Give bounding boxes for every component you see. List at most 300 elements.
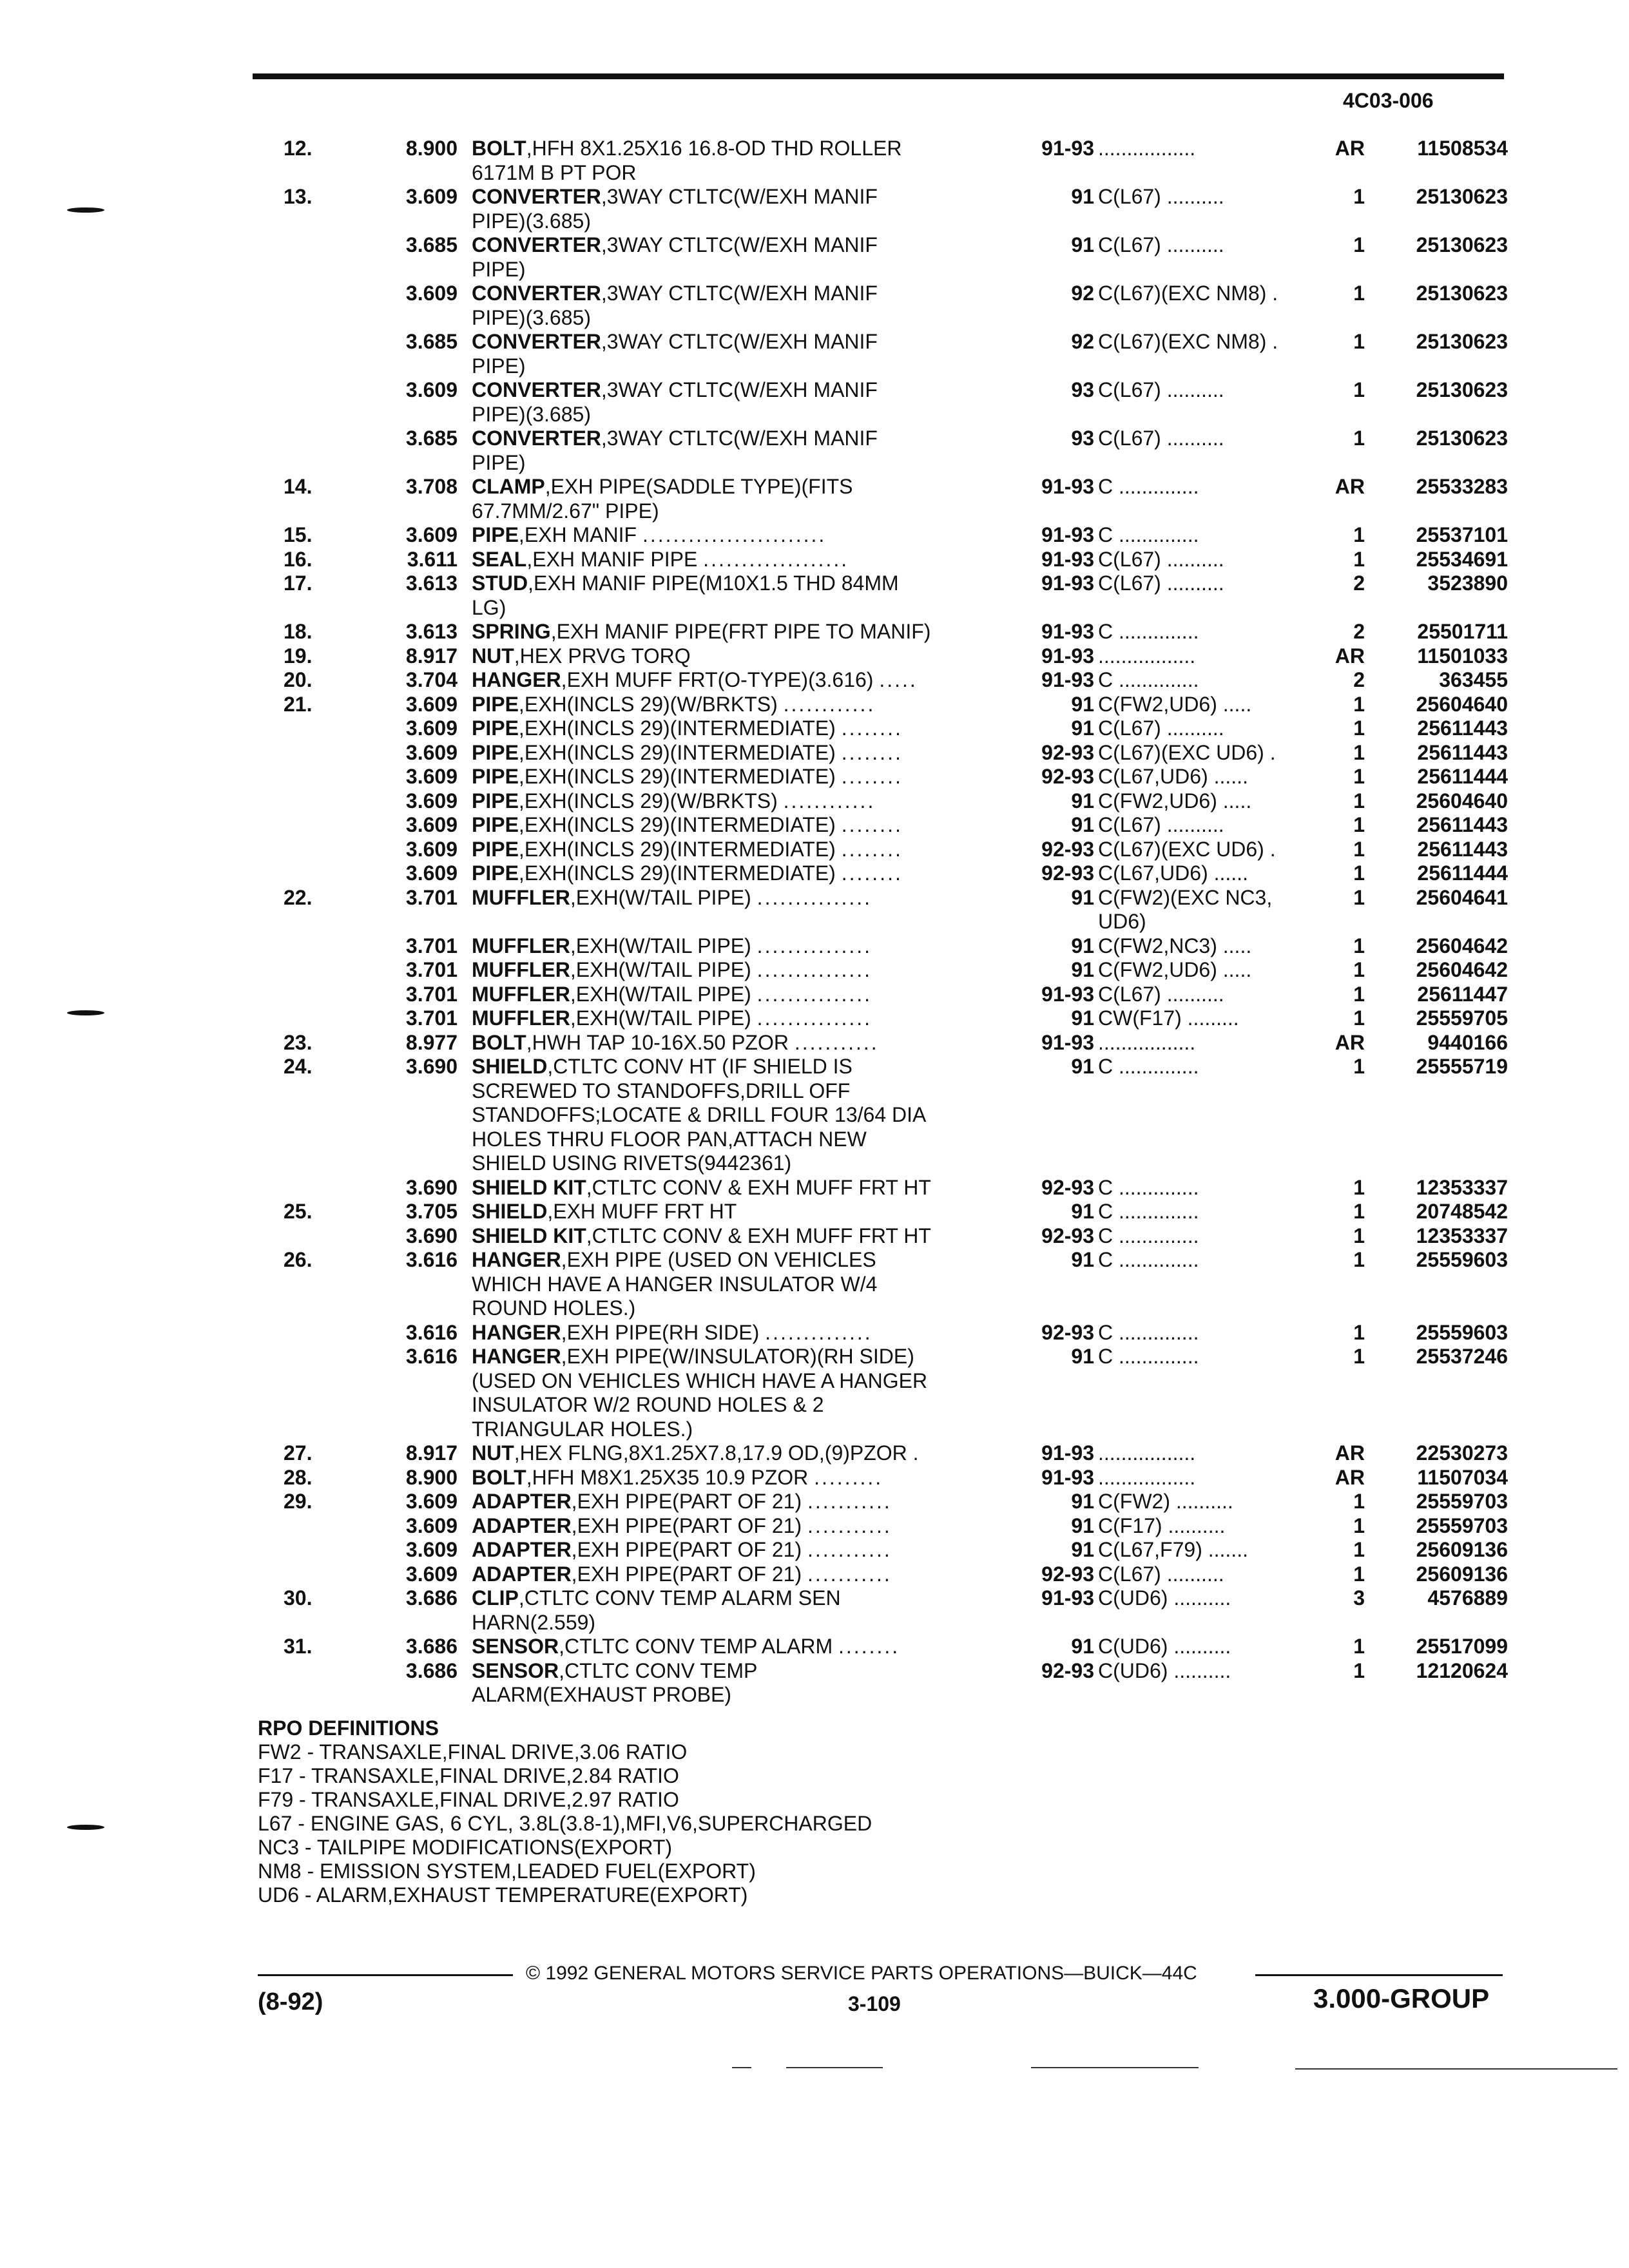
usage-code: C(FW2,NC3) ..... xyxy=(1098,934,1252,957)
rpo-line: F79 - TRANSAXLE,FINAL DRIVE,2.97 RATIO xyxy=(258,1788,679,1811)
part-detail: ,CTLTC CONV TEMP ALARM xyxy=(559,1635,833,1658)
part-detail: ,CTLTC CONV & EXH MUFF FRT HT xyxy=(586,1224,931,1247)
part-detail: STANDOFFS;LOCATE & DRILL FOUR 13/64 DIA xyxy=(472,1103,927,1126)
table-row xyxy=(284,1128,1508,1152)
part-number: 25555719 xyxy=(1416,1055,1508,1078)
usage-code: ................. xyxy=(1098,1441,1196,1465)
description-line xyxy=(472,1418,693,1441)
part-description xyxy=(472,1128,1026,1151)
part-detail: ,HEX FLNG,8X1.25X7.8,17.9 OD,(9)PZOR xyxy=(514,1441,907,1465)
description-line xyxy=(472,1659,757,1683)
item-number: 24. xyxy=(284,1055,313,1078)
description-line xyxy=(472,1683,731,1707)
part-detail: ,EXH MANIF PIPE(FRT PIPE TO MANIF) xyxy=(550,620,931,643)
description-line xyxy=(472,789,875,813)
table-row xyxy=(284,910,1508,934)
usage-code: C(L67) .......... xyxy=(1098,185,1224,208)
description-line xyxy=(472,1031,879,1055)
group-number: 3.686 xyxy=(405,1635,458,1658)
part-name: CLAMP xyxy=(472,475,545,498)
part-number: 9440166 xyxy=(1427,1030,1508,1054)
model-years: 92-93 xyxy=(1041,1224,1094,1247)
model-years: 91-93 xyxy=(1041,1586,1094,1610)
description-line xyxy=(472,1635,900,1658)
description-line xyxy=(472,1055,853,1079)
footer-group: 3.000-GROUP xyxy=(1313,1983,1490,2013)
rpo-line: UD6 - ALARM,EXHAUST TEMPERATURE(EXPORT) xyxy=(258,1883,748,1907)
part-detail: (USED ON VEHICLES WHICH HAVE A HANGER xyxy=(472,1369,928,1392)
group-number: 8.900 xyxy=(405,1465,458,1489)
description-line xyxy=(472,1369,927,1393)
model-years: 91 xyxy=(1071,1248,1094,1271)
part-detail: ,EXH PIPE(PART OF 21) xyxy=(571,1562,802,1586)
part-name: NUT xyxy=(472,644,514,668)
part-description xyxy=(472,475,1026,499)
part-description xyxy=(472,1369,1026,1393)
model-years: 91 xyxy=(1071,813,1094,836)
part-description xyxy=(472,716,1026,740)
part-name: CONVERTER xyxy=(472,378,601,401)
description-line xyxy=(472,378,878,402)
table-row xyxy=(284,789,1508,814)
quantity: 2 xyxy=(1353,668,1365,691)
table-row xyxy=(284,451,1508,476)
group-number: 8.917 xyxy=(405,1441,458,1465)
rpo-line: F17 - TRANSAXLE,FINAL DRIVE,2.84 RATIO xyxy=(258,1764,679,1787)
table-row xyxy=(284,185,1508,209)
model-years: 91-93 xyxy=(1041,644,1094,668)
table-row xyxy=(284,596,1508,620)
leader-dots: .............. xyxy=(765,1320,872,1344)
rpo-line: NM8 - EMISSION SYSTEM,LEADED FUEL(EXPORT) xyxy=(258,1860,756,1883)
part-name: BOLT xyxy=(472,1030,526,1054)
part-number: 11501033 xyxy=(1417,644,1508,668)
part-detail: ,EXH MUFF FRT HT xyxy=(547,1200,737,1223)
group-number: 3.609 xyxy=(405,861,458,885)
quantity: 1 xyxy=(1353,233,1365,256)
group-number: 3.613 xyxy=(405,572,458,595)
quantity: 1 xyxy=(1353,765,1365,788)
description-line xyxy=(472,354,526,378)
part-detail: HOLES THRU FLOOR PAN,ATTACH NEW xyxy=(472,1127,867,1151)
part-name: SENSOR xyxy=(472,1635,559,1658)
part-name: PIPE xyxy=(472,789,519,812)
part-detail: ,EXH(INCLS 29)(W/BRKTS) xyxy=(518,692,778,716)
item-number: 28. xyxy=(284,1465,313,1489)
table-row xyxy=(284,1683,1508,1707)
usage-code: C(L67)(EXC UD6) . xyxy=(1098,837,1276,861)
part-name: CONVERTER xyxy=(472,233,601,256)
part-number: 25604642 xyxy=(1416,958,1508,981)
part-number: 25130623 xyxy=(1416,427,1508,450)
item-number: 19. xyxy=(284,644,313,668)
quantity: 1 xyxy=(1353,378,1365,401)
part-detail: ,3WAY CTLTC(W/EXH MANIF xyxy=(601,185,878,208)
quantity: AR xyxy=(1335,1030,1365,1054)
part-description xyxy=(472,1683,1026,1707)
leader-dots: ........ xyxy=(841,813,903,836)
part-description xyxy=(472,451,1026,475)
table-row xyxy=(284,1200,1508,1224)
usage-code: C(L67) .......... xyxy=(1098,982,1224,1006)
scan-artifact-line xyxy=(786,2067,883,2068)
scan-artifact-line xyxy=(732,2067,751,2068)
description-line xyxy=(472,451,526,475)
usage-code: C(L67) .......... xyxy=(1098,427,1224,450)
part-number: 25611447 xyxy=(1417,982,1508,1006)
model-years: 91 xyxy=(1071,1345,1094,1368)
part-detail: PIPE)(3.685) xyxy=(472,209,591,233)
part-description xyxy=(472,789,1026,813)
item-number: 12. xyxy=(284,137,313,160)
quantity: 1 xyxy=(1353,934,1365,957)
part-description xyxy=(472,958,1026,982)
quantity: 1 xyxy=(1353,1055,1365,1078)
part-detail: ,EXH(INCLS 29)(INTERMEDIATE) xyxy=(518,765,836,788)
description-line xyxy=(472,209,591,233)
description-line xyxy=(472,137,901,160)
part-description xyxy=(472,813,1026,837)
table-row xyxy=(284,983,1508,1007)
part-detail: ,EXH PIPE(SADDLE TYPE)(FITS xyxy=(545,475,853,498)
group-number: 3.701 xyxy=(405,1006,458,1030)
part-name: MUFFLER xyxy=(472,958,570,981)
table-row xyxy=(284,1611,1508,1635)
part-number: 12353337 xyxy=(1416,1175,1508,1199)
part-detail: ,EXH(W/TAIL PIPE) xyxy=(570,885,751,909)
table-row xyxy=(284,475,1508,499)
part-name: SPRING xyxy=(472,620,551,643)
rpo-line: NC3 - TAILPIPE MODIFICATIONS(EXPORT) xyxy=(258,1836,673,1859)
model-years: 92-93 xyxy=(1041,740,1094,764)
description-line xyxy=(472,572,899,595)
model-years: 91 xyxy=(1071,1006,1094,1030)
item-number: 18. xyxy=(284,620,313,643)
quantity: 1 xyxy=(1353,330,1365,353)
item-number: 25. xyxy=(284,1200,313,1223)
part-description xyxy=(472,644,1026,668)
part-number: 25130623 xyxy=(1416,282,1508,305)
quantity: 1 xyxy=(1353,427,1365,450)
table-row xyxy=(284,1176,1508,1200)
table-row xyxy=(284,1321,1508,1345)
quantity: 1 xyxy=(1353,1175,1365,1199)
part-number: 25559703 xyxy=(1416,1514,1508,1537)
part-name: SHIELD KIT xyxy=(472,1175,586,1199)
description-line xyxy=(472,958,872,982)
model-years: 91-93 xyxy=(1041,1030,1094,1054)
part-number: 25611443 xyxy=(1417,740,1508,764)
description-line xyxy=(472,1151,791,1175)
part-description xyxy=(472,1635,1026,1658)
item-number: 23. xyxy=(284,1030,313,1054)
part-description xyxy=(472,1103,1026,1127)
part-detail: ,3WAY CTLTC(W/EXH MANIF xyxy=(601,233,878,256)
part-detail: ,EXH PIPE(W/INSULATOR)(RH SIDE) xyxy=(561,1345,914,1368)
leader-dots: ............... xyxy=(757,1006,872,1030)
description-line xyxy=(472,886,872,910)
group-number: 3.701 xyxy=(405,934,458,957)
rpo-line: L67 - ENGINE GAS, 6 CYL, 3.8L(3.8-1),MFI,V6,SUPERCHARGED xyxy=(258,1812,872,1835)
description-line xyxy=(472,282,878,305)
quantity: 1 xyxy=(1353,1224,1365,1247)
quantity: 1 xyxy=(1353,716,1365,740)
group-number: 3.609 xyxy=(405,692,458,716)
leader-dots: ..... xyxy=(879,668,918,691)
part-number: 25130623 xyxy=(1416,330,1508,353)
leader-dots: ........ xyxy=(841,740,903,764)
description-line xyxy=(472,1128,867,1151)
usage-code: C .............. xyxy=(1098,523,1199,546)
part-name: ADAPTER xyxy=(472,1538,572,1561)
model-years: 93 xyxy=(1071,427,1094,450)
part-name: PIPE xyxy=(472,523,519,546)
model-years: 91 xyxy=(1071,1490,1094,1513)
item-number: 20. xyxy=(284,668,313,691)
description-line xyxy=(472,620,930,644)
group-number: 3.609 xyxy=(405,765,458,788)
table-row xyxy=(284,1103,1508,1128)
part-number: 25517099 xyxy=(1416,1635,1508,1658)
part-number: 25130623 xyxy=(1416,185,1508,208)
table-row xyxy=(284,1296,1508,1321)
group-number: 3.609 xyxy=(405,185,458,208)
part-detail: LG) xyxy=(472,595,506,619)
usage-code: C(L67,UD6) ...... xyxy=(1098,861,1248,885)
item-number: 14. xyxy=(284,475,313,498)
group-number: 3.611 xyxy=(407,547,458,571)
part-description xyxy=(472,499,1026,523)
description-line xyxy=(472,1562,892,1586)
table-row xyxy=(284,1151,1508,1176)
part-description xyxy=(472,983,1026,1006)
table-row xyxy=(284,716,1508,741)
part-description xyxy=(472,1393,1026,1417)
part-detail: WHICH HAVE A HANGER INSULATOR W/4 xyxy=(472,1272,878,1296)
description-line xyxy=(472,1538,892,1562)
group-number: 3.701 xyxy=(405,982,458,1006)
group-number: 3.685 xyxy=(405,233,458,256)
group-number: 3.701 xyxy=(405,958,458,981)
item-number: 15. xyxy=(284,523,313,546)
part-description xyxy=(472,668,1026,692)
page-code: 4C03-006 xyxy=(1343,89,1434,112)
footer-rule-right xyxy=(1255,1974,1503,1976)
part-name: CONVERTER xyxy=(472,427,601,450)
table-row xyxy=(284,233,1508,258)
leader-dots: ............... xyxy=(757,958,872,981)
part-detail: ,EXH(W/TAIL PIPE) xyxy=(570,934,751,957)
part-number: 25559603 xyxy=(1416,1248,1508,1271)
description-line xyxy=(472,1466,883,1490)
rpo-line: FW2 - TRANSAXLE,FINAL DRIVE,3.06 RATIO xyxy=(258,1740,688,1763)
quantity: 2 xyxy=(1353,620,1365,643)
usage-code: C(FW2,UD6) ..... xyxy=(1098,692,1252,716)
table-row xyxy=(284,1345,1508,1369)
usage-code: C(L67)(EXC NM8) . xyxy=(1098,282,1278,305)
part-description xyxy=(472,185,1026,209)
quantity: 1 xyxy=(1353,1248,1365,1271)
usage-code: C(F17) .......... xyxy=(1098,1514,1226,1537)
model-years: 91-93 xyxy=(1041,137,1094,160)
part-detail: SCREWED TO STANDOFFS,DRILL OFF xyxy=(472,1079,851,1102)
table-row xyxy=(284,934,1508,959)
part-number: 25604641 xyxy=(1416,885,1508,909)
table-row xyxy=(284,427,1508,451)
description-line xyxy=(472,1611,595,1635)
group-number: 3.609 xyxy=(405,523,458,546)
part-description xyxy=(472,403,1026,427)
model-years: 91-93 xyxy=(1041,1441,1094,1465)
leader-dots: ......... xyxy=(814,1465,883,1489)
part-name: PIPE xyxy=(472,837,519,861)
usage-code: C(L67) .......... xyxy=(1098,1562,1224,1586)
part-detail: ,EXH MANIF PIPE xyxy=(526,547,698,571)
part-detail: ,3WAY CTLTC(W/EXH MANIF xyxy=(601,378,878,401)
usage-code: C(UD6) .......... xyxy=(1098,1586,1231,1610)
model-years: 91-93 xyxy=(1041,982,1094,1006)
table-row xyxy=(284,209,1508,234)
quantity: 1 xyxy=(1353,523,1365,546)
part-detail: ,EXH(INCLS 29)(INTERMEDIATE) xyxy=(518,861,836,885)
leader-dots: ........ xyxy=(841,716,903,740)
table-row xyxy=(284,765,1508,789)
table-row xyxy=(284,838,1508,862)
table-row xyxy=(284,1490,1508,1514)
part-description xyxy=(472,1418,1026,1441)
table-row xyxy=(284,403,1508,427)
model-years: 91-93 xyxy=(1041,668,1094,691)
part-number: 11507034 xyxy=(1417,1465,1508,1489)
table-row xyxy=(284,306,1508,331)
leader-dots: ........ xyxy=(841,837,903,861)
table-row xyxy=(284,644,1508,669)
part-description xyxy=(472,1055,1026,1079)
part-detail: 6171M B PT POR xyxy=(472,160,637,184)
group-number: 3.704 xyxy=(405,668,458,691)
part-detail: ALARM(EXHAUST PROBE) xyxy=(472,1683,732,1706)
table-row xyxy=(284,378,1508,403)
usage-code: ................. xyxy=(1098,644,1196,668)
part-number: 25534691 xyxy=(1416,547,1508,571)
part-number: 20748542 xyxy=(1416,1200,1508,1223)
part-detail: ,EXH MUFF FRT(O-TYPE)(3.616) xyxy=(561,668,874,691)
model-years: 91 xyxy=(1071,958,1094,981)
part-description xyxy=(472,548,1026,572)
rpo-heading: RPO DEFINITIONS xyxy=(258,1716,439,1740)
group-number: 3.701 xyxy=(405,885,458,909)
part-description xyxy=(472,1321,1026,1345)
table-row xyxy=(284,282,1508,306)
part-detail: TRIANGULAR HOLES.) xyxy=(472,1417,693,1441)
table-row xyxy=(284,354,1508,379)
description-line xyxy=(472,403,591,427)
model-years: 92 xyxy=(1071,330,1094,353)
part-description xyxy=(472,693,1026,716)
model-years: 91-93 xyxy=(1041,547,1094,571)
description-line xyxy=(472,475,853,499)
part-detail: ,CTLTC CONV TEMP xyxy=(559,1658,758,1682)
part-description xyxy=(472,1296,1026,1320)
part-name: PIPE xyxy=(472,692,519,716)
part-detail: ,CTLTC CONV HT (IF SHIELD IS xyxy=(547,1055,853,1078)
model-years: 91-93 xyxy=(1041,475,1094,498)
part-description xyxy=(472,1586,1026,1610)
part-description xyxy=(472,1248,1026,1272)
part-name: CONVERTER xyxy=(472,185,601,208)
usage-code: C .............. xyxy=(1098,1055,1199,1078)
usage-code: C(L67) .......... xyxy=(1098,547,1224,571)
part-name: HANGER xyxy=(472,1320,561,1344)
description-line xyxy=(472,716,903,740)
part-description xyxy=(472,572,1026,595)
quantity: 1 xyxy=(1353,1490,1365,1513)
leader-dots: ........ xyxy=(838,1635,900,1658)
part-name: BOLT xyxy=(472,137,526,160)
group-number: 3.609 xyxy=(405,813,458,836)
part-description xyxy=(472,1562,1026,1586)
part-detail: ,3WAY CTLTC(W/EXH MANIF xyxy=(601,330,878,353)
table-row xyxy=(284,161,1508,186)
group-number: 3.609 xyxy=(405,1514,458,1537)
part-number: 25559703 xyxy=(1416,1490,1508,1513)
quantity: 1 xyxy=(1353,813,1365,836)
usage-code: UD6) xyxy=(1098,910,1146,933)
usage-code: C(L67) .......... xyxy=(1098,572,1224,595)
part-number: 3523890 xyxy=(1427,572,1508,595)
part-description xyxy=(472,838,1026,861)
part-description xyxy=(472,1031,1026,1055)
part-description xyxy=(472,1659,1026,1683)
part-name: ADAPTER xyxy=(472,1514,572,1537)
part-number: 25501711 xyxy=(1417,620,1508,643)
table-row xyxy=(284,258,1508,282)
part-detail: ,EXH(W/TAIL PIPE) xyxy=(570,1006,751,1030)
part-number: 4576889 xyxy=(1427,1586,1508,1610)
group-number: 3.690 xyxy=(405,1224,458,1247)
part-name: NUT xyxy=(472,1441,514,1465)
part-name: HANGER xyxy=(472,1248,561,1271)
description-line xyxy=(472,644,691,668)
part-name: CONVERTER xyxy=(472,282,601,305)
table-row xyxy=(284,1441,1508,1466)
part-detail: ,EXH PIPE (USED ON VEHICLES xyxy=(561,1248,876,1271)
part-description xyxy=(472,1490,1026,1514)
part-name: CONVERTER xyxy=(472,330,601,353)
part-name: PIPE xyxy=(472,765,519,788)
part-number: 25611444 xyxy=(1417,765,1508,788)
item-number: 16. xyxy=(284,547,313,571)
description-line xyxy=(472,185,878,209)
part-detail: ,HWH TAP 10-16X.50 PZOR xyxy=(526,1030,789,1054)
table-row xyxy=(284,1248,1508,1273)
group-number: 3.690 xyxy=(405,1055,458,1078)
leader-dots: ........ xyxy=(841,765,903,788)
model-years: 91 xyxy=(1071,1514,1094,1537)
group-number: 3.685 xyxy=(405,330,458,353)
table-row xyxy=(284,1418,1508,1442)
quantity: 1 xyxy=(1353,282,1365,305)
quantity: 1 xyxy=(1353,1320,1365,1344)
description-line xyxy=(472,741,903,765)
model-years: 91-93 xyxy=(1041,523,1094,546)
leader-dots: ............ xyxy=(783,692,876,716)
part-number: 11508534 xyxy=(1417,137,1508,160)
part-number: 25130623 xyxy=(1416,378,1508,401)
part-description xyxy=(472,1514,1026,1538)
part-detail: ,CTLTC CONV & EXH MUFF FRT HT xyxy=(586,1175,931,1199)
group-number: 3.616 xyxy=(405,1320,458,1344)
